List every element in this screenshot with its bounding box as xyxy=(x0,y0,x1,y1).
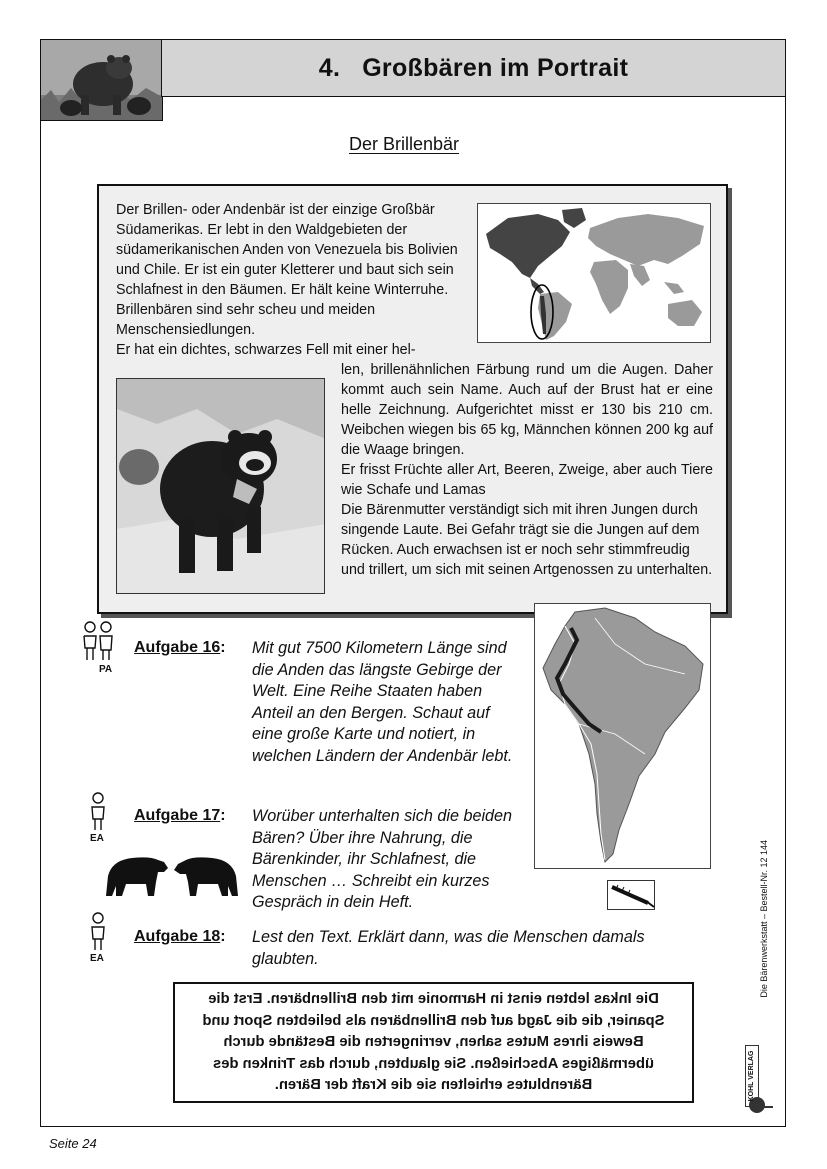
south-america-map xyxy=(534,603,711,869)
task-17-label: Aufgabe 17: xyxy=(134,807,226,824)
info-paragraph-3: Er frisst Früchte aller Art, Beeren, Zweige, aber auch Tiere wie Schafe und Lamas xyxy=(341,462,713,498)
page-title xyxy=(319,54,629,83)
task-17-badge: EA xyxy=(90,833,104,844)
chapter-number: 4. xyxy=(318,53,341,82)
spectacled-bear-photo xyxy=(116,378,325,594)
two-bears-silhouette xyxy=(104,852,240,898)
task-16-badge: PA xyxy=(99,664,113,675)
publisher-logo xyxy=(745,1045,779,1115)
task-18-text: Lest den Text. Erklärt dann, was die Menschen damals glaubten. xyxy=(252,928,645,968)
info-paragraph-1: Der Brillen- oder Andenbär ist der einzige Großbär Südamerikas. Er lebt in den Waldgebieten der südamerikanischen Anden von Venezuela bis Bolivien und Chile. Er ist ein guter Kletterer und baut sich sein Schlafnest in den Bäumen. Er hält keine Winterruhe. Brillenbären sind sehr scheu und meiden Menschensiedlungen. xyxy=(116,202,458,338)
chapter-title: Großbären im Portrait xyxy=(362,53,629,82)
task-17-label-text: Aufgabe 17 xyxy=(134,807,221,824)
task-18-badge: EA xyxy=(90,953,104,964)
task-16-label-text: Aufgabe 16 xyxy=(134,639,221,656)
sidebar-order-info xyxy=(759,840,775,1080)
header-band xyxy=(161,39,786,97)
section-subtitle: Der Brillenbär xyxy=(349,134,460,154)
header-bear-photo xyxy=(40,39,163,121)
publisher-name: KOHL VERLAG xyxy=(745,1045,759,1107)
info-paragraph-2-start: Er hat ein dichtes, schwarzes Fell mit einer hel- xyxy=(116,342,416,358)
sidebar-text: Die Bärenwerkstatt – Bestell-Nr. 12 144 xyxy=(759,840,769,998)
info-paragraph-2-rest: len, brillenähnlichen Färbung rund um die Augen. Daher kommt auch sein Name. Auch auf der Brust hat er eine helle Zeichnung. Aufgerichtet misst er 130 bis 210 cm. Weibchen wiegen bis 65 kg, Männchen können 200 kg auf die Waage bringen. xyxy=(341,362,713,458)
task-16-text: Mit gut 7500 Kilometern Länge sind die Anden das längste Gebirge der Welt. Eine Reihe Staaten haben Anteil an den Bergen. Schaut auf eine große Karte und notiert, in welchen Ländern der Andenbär lebt. xyxy=(252,639,513,765)
info-paragraph-4: Die Bärenmutter verständigt sich mit ihren Jungen durch singende Laute. Bei Gefahr trägt sie die Jungen auf dem Rücken. Auch erwachsen ist er noch sehr stimmfreudig und trillert, um sich mit seinen Artgenossen zu unterhalten. xyxy=(341,502,713,578)
pair-work-icon xyxy=(80,620,116,662)
individual-work-icon-17 xyxy=(88,791,108,831)
mirror-text-box xyxy=(173,982,694,1103)
mirror-text: Die Inkas lebten einst in Harmonie mit den Brillenbären. Erst die Spanier, die die Jagd auf den Brillenbären als beliebten Sport und Beweis ihres Mutes sahen, verringerten die Bestände durch übermäßiges Abschießen. Sie glaubten, durch das Trinken des Bärenblutes erhielten sie die Kraft der Bären. xyxy=(202,991,665,1093)
individual-work-icon-18 xyxy=(88,911,108,951)
task-16-label: Aufgabe 16: xyxy=(134,639,226,656)
pen-writing-icon xyxy=(607,880,655,910)
world-map xyxy=(477,203,711,343)
task-17-text: Worüber unterhalten sich die beiden Bären? Über ihre Nahrung, die Bärenkinder, ihr Schlafnest, die Menschen … Schreibt ein kurzes Gespräch in dein Heft. xyxy=(252,807,513,911)
task-18-label: Aufgabe 18: xyxy=(134,928,226,945)
page-number: Seite 24 xyxy=(49,1136,97,1151)
task-18-label-text: Aufgabe 18 xyxy=(134,928,221,945)
